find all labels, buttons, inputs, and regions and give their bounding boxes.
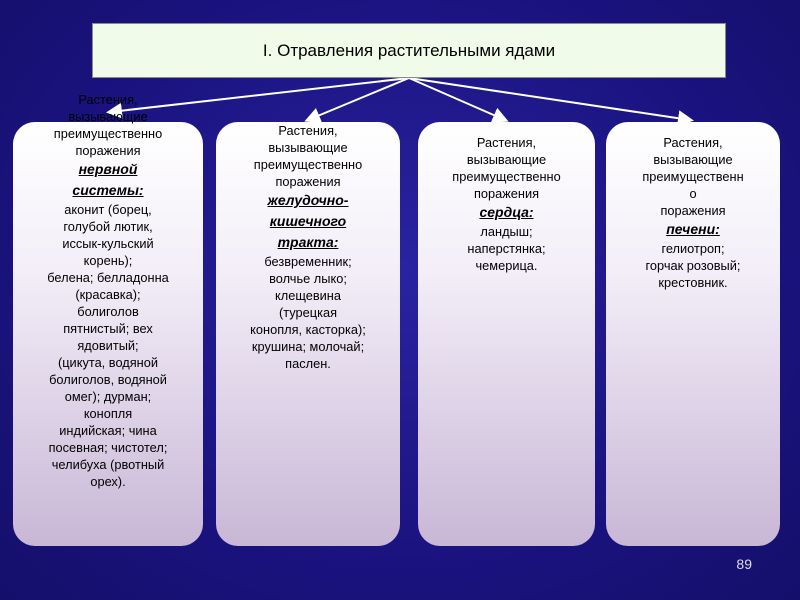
card-intro-line: вызывающие xyxy=(68,109,148,124)
card-gastrointestinal-text xyxy=(216,122,400,372)
card-item-line: иссык-кульский xyxy=(62,236,154,251)
card-category: тракта: xyxy=(277,234,339,250)
card-intro-line: Растения, xyxy=(476,135,537,150)
card-item-line: крушина; молочай; xyxy=(251,339,365,354)
card-item-line: безвременник; xyxy=(264,254,352,269)
card-item-line: наперстянка; xyxy=(467,241,546,256)
card-item-line: болиголов xyxy=(77,304,139,319)
card-intro-line: преимущественно xyxy=(452,169,561,184)
card-item-line: индийская; чина xyxy=(59,423,157,438)
card-item-line: клещевина xyxy=(275,288,341,303)
card-item-line: болиголов, водяной xyxy=(49,372,167,387)
card-item-line: волчье лыко; xyxy=(269,271,347,286)
card-nervous-system-text xyxy=(13,91,203,490)
card-item-line: ландыш; xyxy=(480,224,533,239)
card-item-line: чемерица. xyxy=(475,258,538,273)
card-intro-line: преимущественн xyxy=(642,169,744,184)
card-gastrointestinal xyxy=(216,122,400,546)
card-item-line: посевная; чистотел; xyxy=(48,440,168,455)
card-intro-line: Растения, xyxy=(663,135,723,150)
card-item-line: орех). xyxy=(90,474,126,489)
card-item-line: конопля, касторка); xyxy=(250,322,366,337)
arrow-to-card-3 xyxy=(409,78,505,120)
card-item-line: (красавка); xyxy=(75,287,141,302)
card-item-line: (турецкая xyxy=(278,305,337,320)
card-item-line: гелиотроп; xyxy=(661,241,725,256)
card-category: кишечного xyxy=(269,213,347,229)
card-intro-line: о xyxy=(689,186,697,201)
card-liver-text xyxy=(606,134,780,291)
card-intro-line: вызывающие xyxy=(268,140,348,155)
arrow-to-card-2 xyxy=(308,78,409,120)
card-category: нервной xyxy=(78,161,138,177)
card-item-line: паслен. xyxy=(285,356,331,371)
card-intro-line: поражения xyxy=(275,174,341,189)
card-item-line: омег); дурман; xyxy=(64,389,152,404)
card-item-line: конопля xyxy=(83,406,133,421)
card-item-line: крестовник. xyxy=(658,275,728,290)
card-intro-line: поражения xyxy=(473,186,540,201)
card-intro-line: вызывающие xyxy=(653,152,733,167)
card-category: печени: xyxy=(666,221,720,237)
card-category: системы: xyxy=(72,182,144,198)
card-category: желудочно- xyxy=(267,192,349,208)
card-intro-line: вызывающие xyxy=(466,152,547,167)
arrow-to-card-4 xyxy=(409,78,690,120)
card-intro-line: Растения, xyxy=(78,92,138,107)
card-item-line: челибуха (рвотный xyxy=(51,457,165,472)
card-liver xyxy=(606,122,780,546)
title-box xyxy=(92,23,726,78)
card-item-line: ядовитый; xyxy=(77,338,139,353)
card-category: сердца: xyxy=(479,204,534,220)
card-item-line: корень); xyxy=(83,253,133,268)
card-nervous-system xyxy=(13,92,203,546)
card-heart xyxy=(418,122,595,546)
card-item-line: голубой лютик, xyxy=(63,219,153,234)
card-item-line: пятнистый; вех xyxy=(63,321,153,336)
slide-title: I. Отравления растительными ядами xyxy=(262,40,556,60)
page-number: 89 xyxy=(736,556,752,572)
card-intro-line: преимущественно xyxy=(253,157,363,172)
card-intro-line: Растения, xyxy=(278,123,338,138)
card-item-line: белена; белладонна xyxy=(47,270,169,285)
card-item-line: горчак розовый; xyxy=(645,258,741,273)
card-item-line: аконит (борец, xyxy=(64,202,152,217)
card-item-line: (цикута, водяной xyxy=(57,355,159,370)
card-intro-line: преимущественно xyxy=(53,126,163,141)
card-intro-line: поражения xyxy=(660,203,726,218)
card-intro-line: поражения xyxy=(75,143,141,158)
card-heart-text xyxy=(418,134,595,274)
